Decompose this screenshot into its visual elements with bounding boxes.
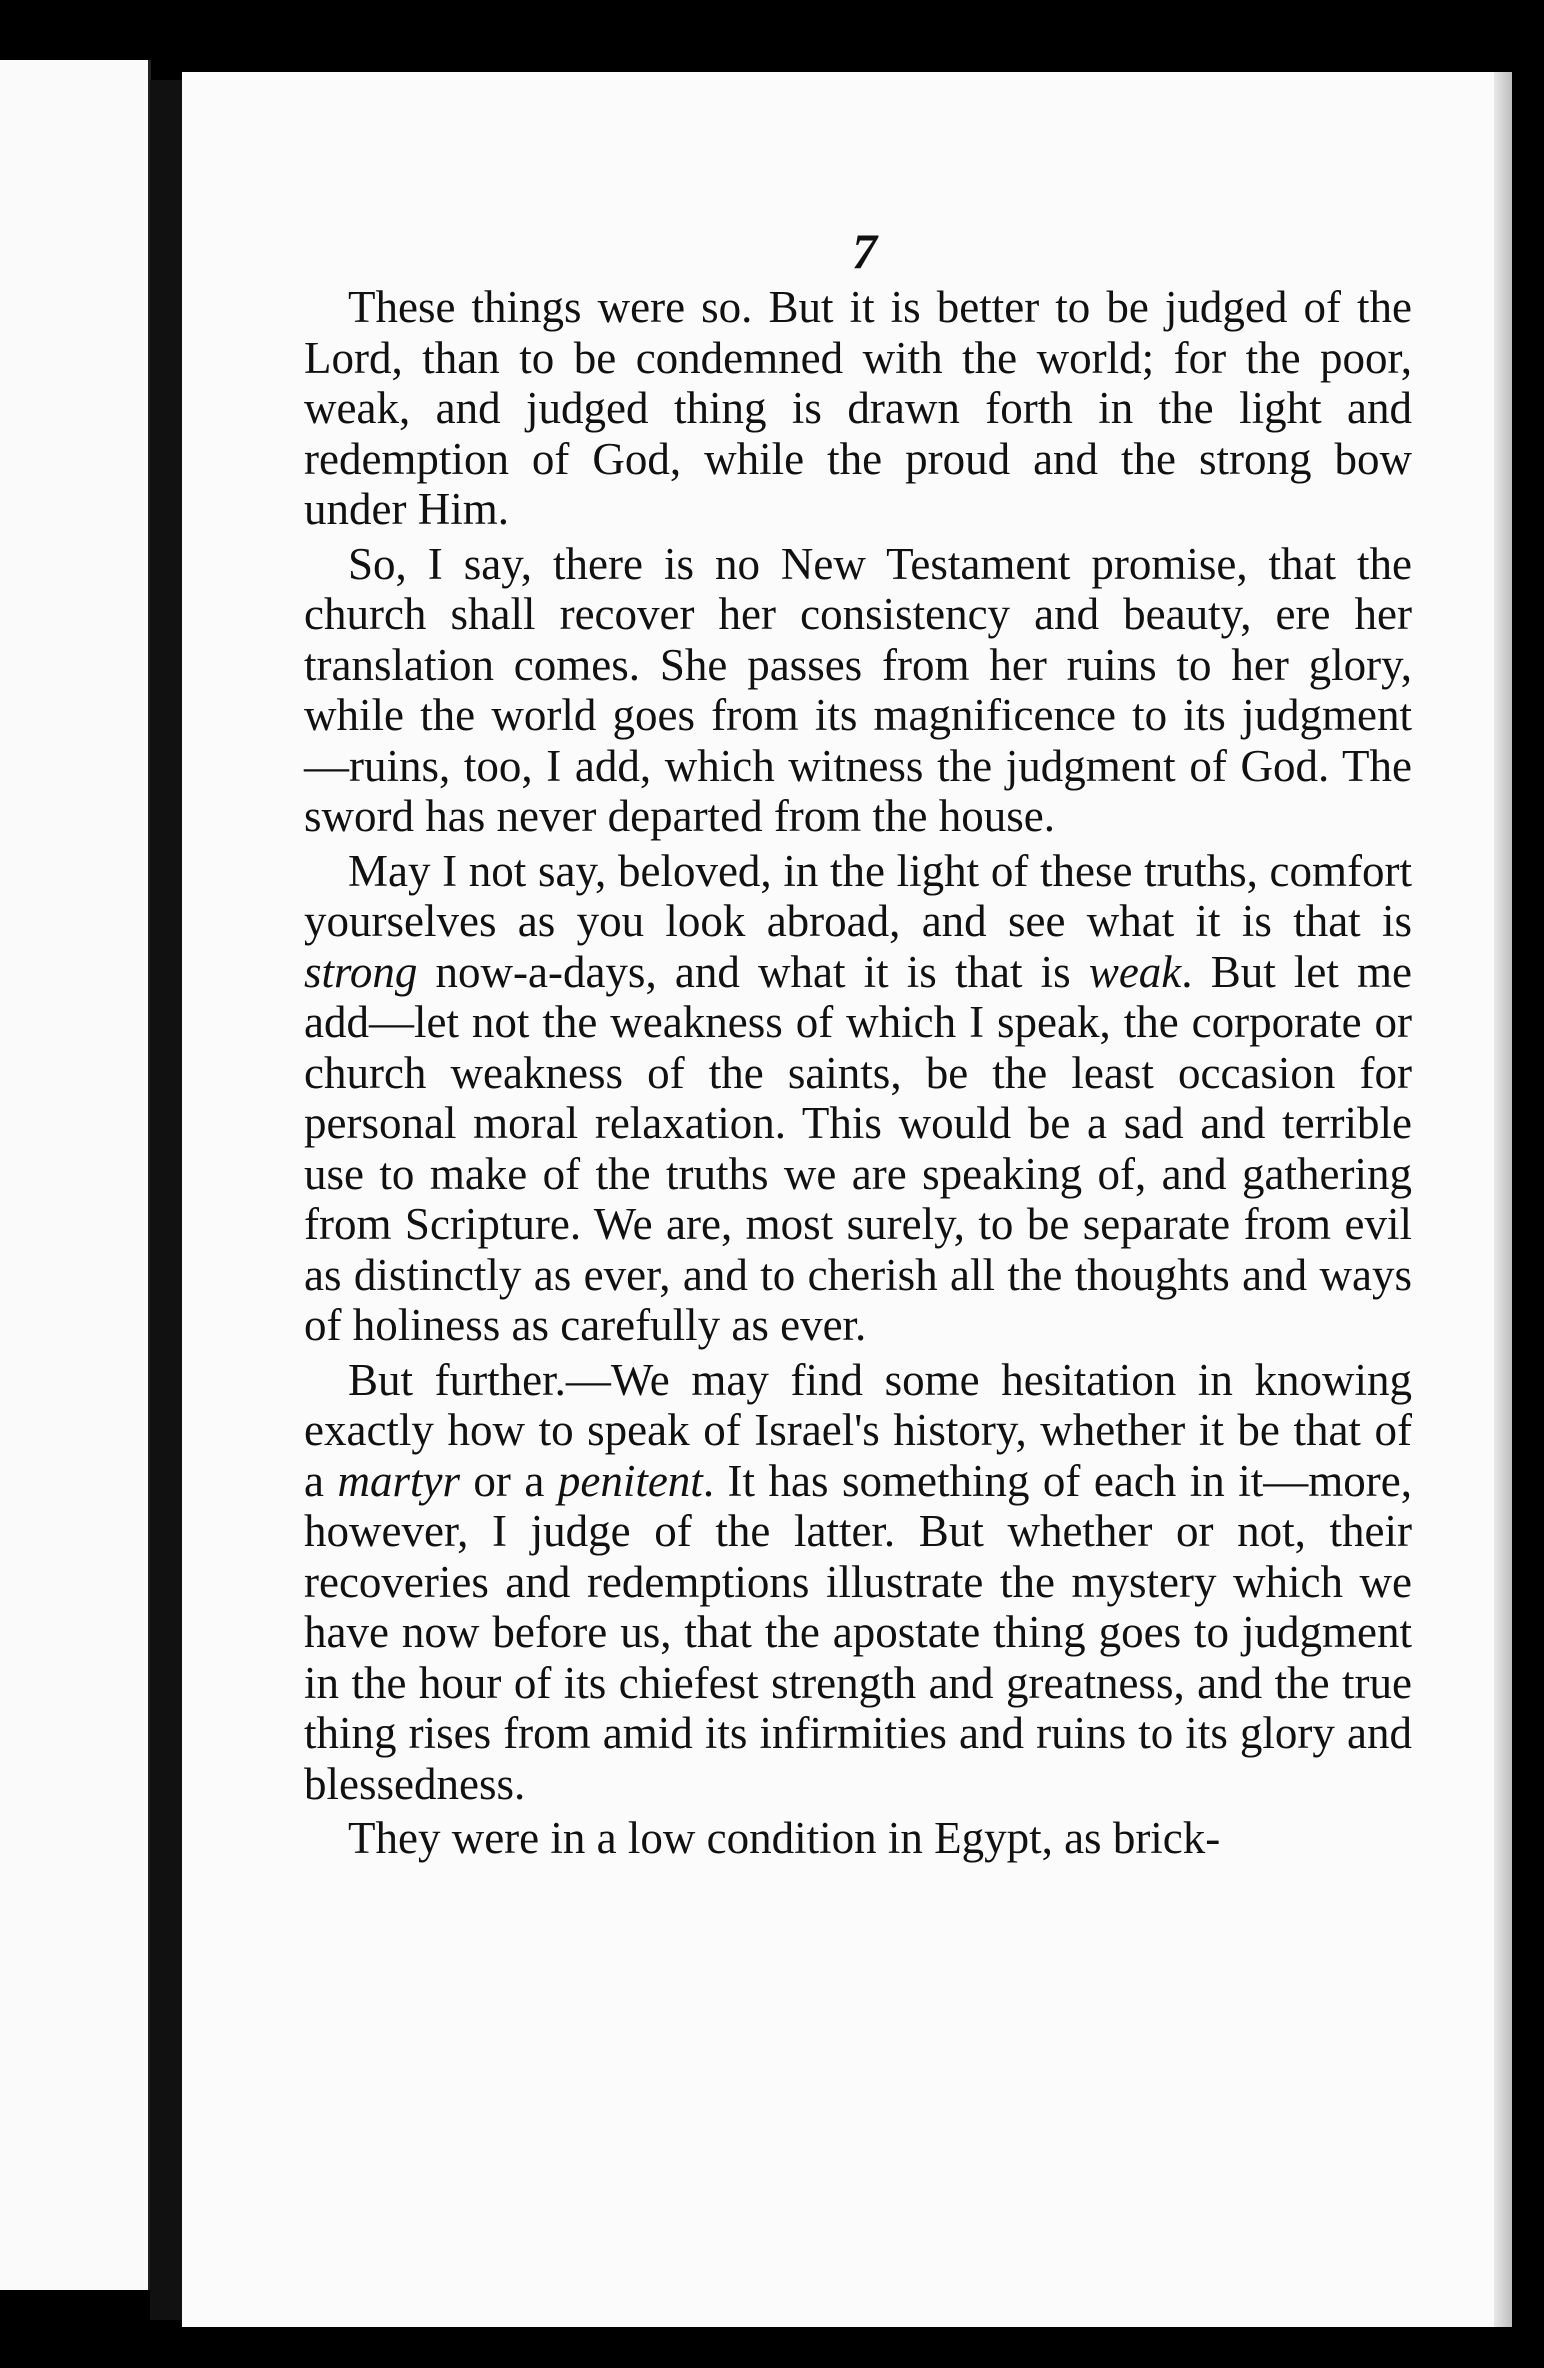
paragraph-text: But further.—We may find some hesitation in knowing exactly how to speak of Israel's history, whether it be that of a xyxy=(304,1354,1412,1506)
paragraph xyxy=(304,539,1412,842)
italic-text: penitent xyxy=(557,1455,703,1506)
italic-text: strong xyxy=(304,946,418,997)
paragraph xyxy=(304,282,1412,535)
paragraph-text: These things were so. But it is better to be judged of the Lord, than to be condemned with the world; for the poor, weak, and judged thing is drawn forth in the light and redemption of God, while the proud and the strong bow under Him. xyxy=(304,282,1412,534)
page-number: 7 xyxy=(852,223,877,279)
paragraph xyxy=(304,1813,1412,1864)
page-edge-shadow xyxy=(1494,72,1512,2327)
paragraph xyxy=(304,846,1412,1351)
book-gutter xyxy=(150,80,182,2320)
paragraph-text: So, I say, there is no New Testament promise, that the church shall recover her consistency and beauty, ere her translation comes. She passes from her ruins to her glory, while the world goes from its magnificence to its judgment—ruins, too, I add, which witness the judgment of God. The sword has never departed from the house. xyxy=(304,538,1412,841)
paragraph-text: or a xyxy=(459,1455,558,1506)
paragraph xyxy=(304,1355,1412,1810)
paragraph-text: . It has something of each in it—more, however, I judge of the latter. But whether or not, their recoveries and redemptions illustrate the mystery which we have now before us, that the apostate thing goes to judgment in the hour of its chiefest strength and greatness, and the true thing rises from amid its infirmities and ruins to its glory and blessedness. xyxy=(304,1455,1412,1809)
adjacent-page-edge xyxy=(0,60,151,2290)
paragraph-text: now-a-days, and what it is that is xyxy=(417,946,1089,997)
paragraph-text: . But let me add—let not the weakness of which I speak, the corporate or church weakness of the saints, be the least occasion for personal moral relaxation. This would be a sad and terrible use to make of the truths we are speaking of, and gathering from Scripture. We are, most surely, to be separate from evil as distinctly as ever, and to cherish all the thoughts and ways of holiness as carefully as ever. xyxy=(304,946,1412,1350)
italic-text: weak xyxy=(1088,946,1182,997)
paragraph-text: May I not say, beloved, in the light of these truths, comfort yourselves as you look abroad, and see what it is that is xyxy=(304,845,1412,946)
italic-text: martyr xyxy=(337,1455,460,1506)
book-page xyxy=(182,72,1512,2327)
paragraph-text: They were in a low condition in Egypt, as brick- xyxy=(348,1813,1221,1863)
page-body-text xyxy=(304,282,1412,1868)
